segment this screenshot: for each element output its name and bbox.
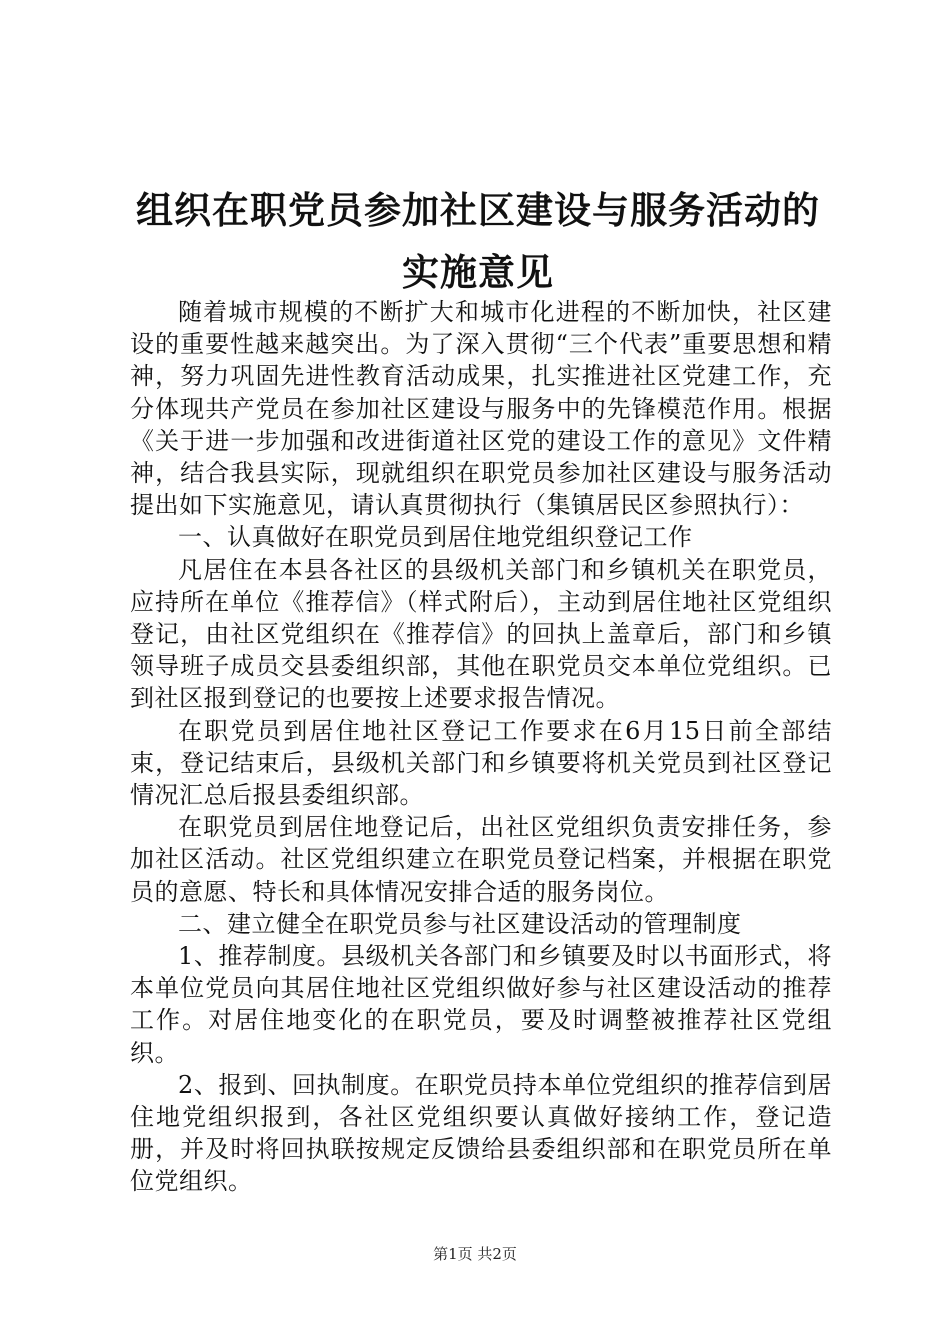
document-body xyxy=(130,296,832,1198)
page-number-footer: 第1页 共2页 xyxy=(433,1245,517,1263)
paragraph: 在职党员到居住地登记后，出社区党组织负责安排任务，参加社区活动。社区党组织建立在职党员登记档案，并根据在职党员的意愿、特长和具体情况安排合适的服务岗位。 xyxy=(130,813,832,906)
paragraph: 凡居住在本县各社区的县级机关部门和乡镇机关在职党员，应持所在单位《推荐信》（样式附后），主动到居住地社区党组织登记，由社区党组织在《推荐信》的回执上盖章后，部门和乡镇领导班子成员交县委组织部，其他在职党员交本单位党组织。已到社区报到登记的也要按上述要求报告情况。 xyxy=(130,555,832,713)
paragraph: 在职党员到居住地社区登记工作要求在6月15日前全部结束，登记结束后，县级机关部门和乡镇要将机关党员到社区登记情况汇总后报县委组织部。 xyxy=(130,716,832,810)
section-heading-1: 一、认真做好在职党员到居住地党组织登记工作 xyxy=(178,523,693,552)
paragraph: 1、推荐制度。县级机关各部门和乡镇要及时以书面形式，将本单位党员向其居住地社区党组织做好参与社区建设活动的推荐工作。对居住地变化的在职党员，要及时调整被推荐社区党组织。 xyxy=(130,942,832,1067)
section-heading-2: 二、建立健全在职党员参与社区建设活动的管理制度 xyxy=(178,909,742,938)
document-title: 组织在职党员参加社区建设与服务活动的实施意见 xyxy=(136,189,820,294)
paragraph-intro: 随着城市规模的不断扩大和城市化进程的不断加快，社区建设的重要性越来越突出。为了深入贯彻“三个代表”重要思想和精神，努力巩固先进性教育活动成果，扎实推进社区党建工作，充分体现共产党员在参加社区建设与服务中的先锋模范作用。根据《关于进一步加强和改进街道社区党的建设工作的意见》文件精神，结合我县实际，现就组织在职党员参加社区建设与服务活动提出如下实施意见，请认真贯彻执行（集镇居民区参照执行）： xyxy=(130,298,832,520)
paragraph: 2、报到、回执制度。在职党员持本单位党组织的推荐信到居住地党组织报到，各社区党组织要认真做好接纳工作，登记造册，并及时将回执联按规定反馈给县委组织部和在职党员所在单位党组织。 xyxy=(130,1070,832,1196)
